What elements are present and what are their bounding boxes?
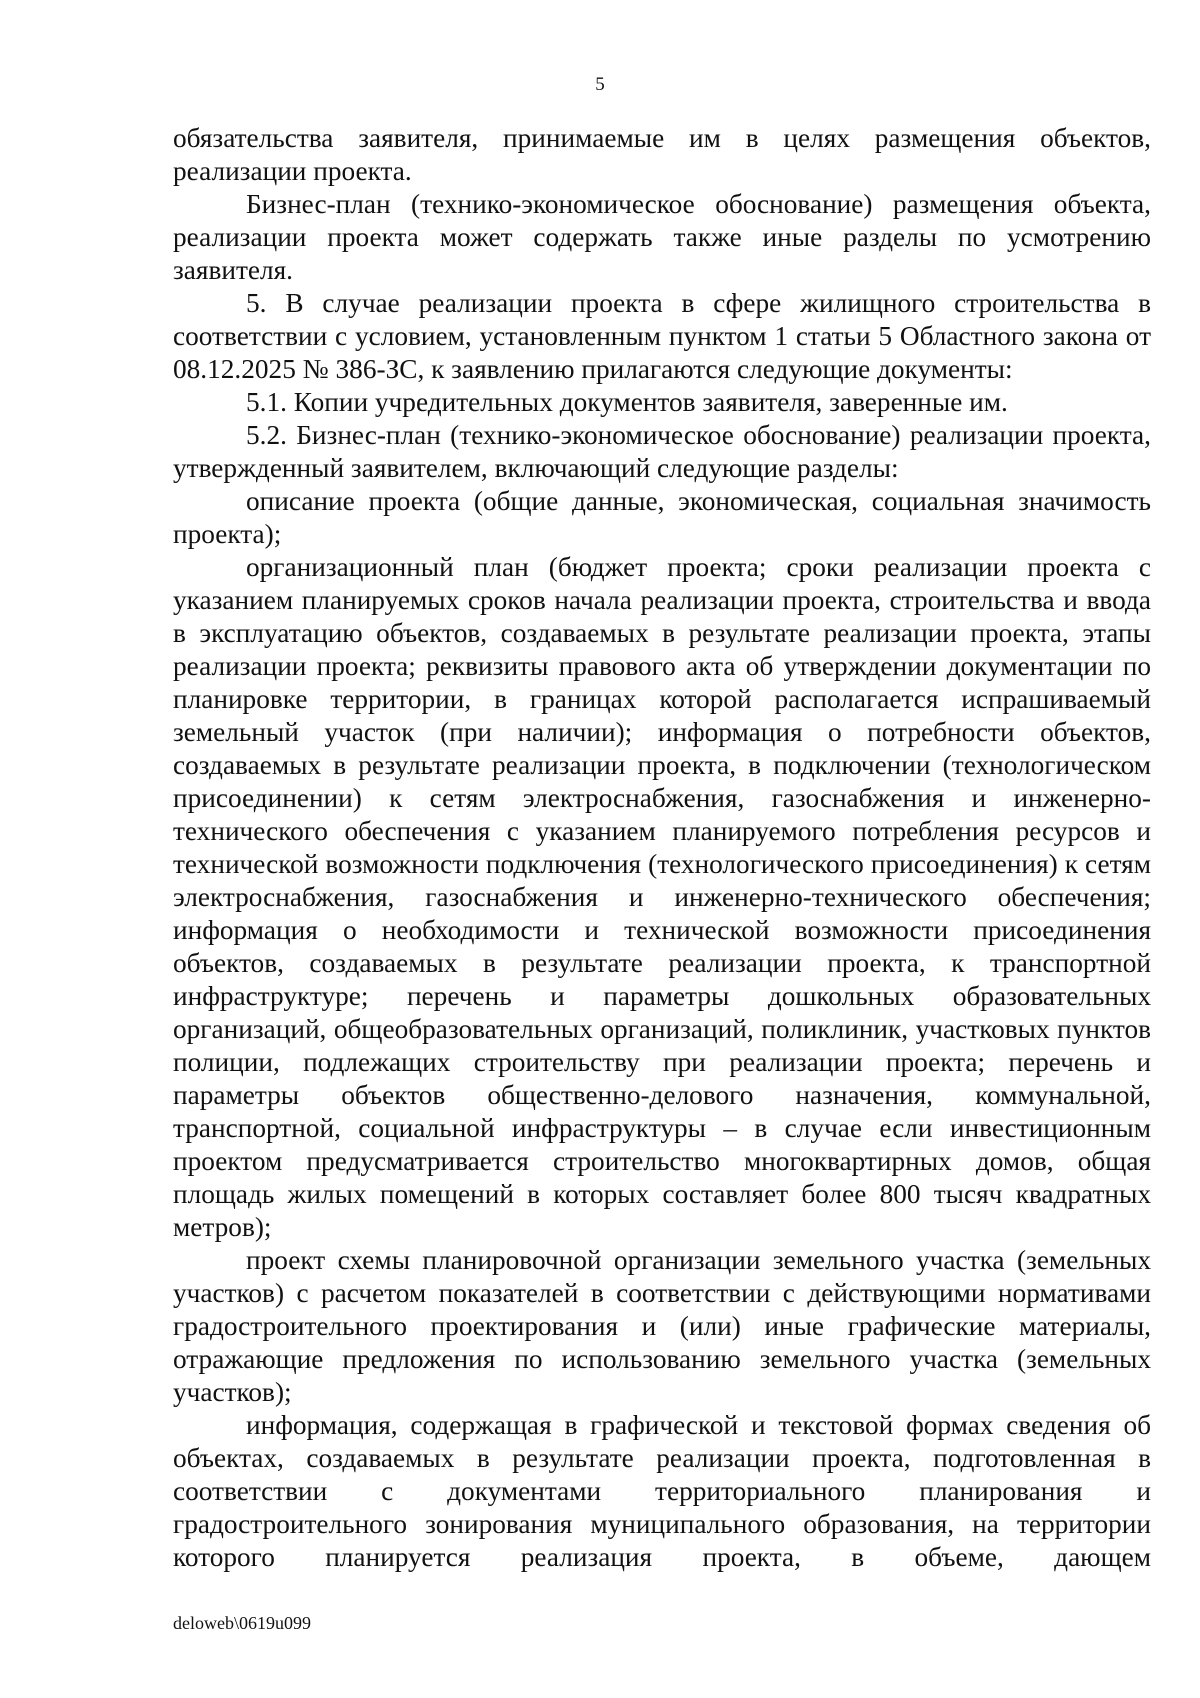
paragraph-item-5: 5. В случае реализации проекта в сфере жилищного строительства в соответствии с условием, установленным пунктом 1 статьи 5 Областного закона от 08.12.2025 № 386-ЗС, к заявлению прилагаются следующие документы: <box>173 288 1151 384</box>
paragraph-project-description: описание проекта (общие данные, экономическая, социальная значимость проекта); <box>173 486 1151 549</box>
paragraph-organizational-plan: организационный план (бюджет проекта; сроки реализации проекта с указанием планируемых сроков начала реализации проекта, строительства и ввода в эксплуатацию объектов, создаваемых в результате реализации проекта, этапы реализации проекта; реквизиты правового акта об утверждении документации по планировке территории, в границах которой располагается испрашиваемый земельный участок (при наличии); информация о потребности объектов, создаваемых в результате реализации проекта, в подключении (технологическом присоединении) к сетям электроснабжения, газоснабжения и инженерно-технического обеспечения с указанием планируемого потребления ресурсов и технической возможности подключения (технологического присоединения) к сетям электроснабжения, газоснабжения и инженерно-технического обеспечения; информация о необходимости и технической возможности присоединения объектов, создаваемых в результате реализации проекта, к транспортной инфраструктуре; перечень и параметры дошкольных образовательных организаций, общеобразовательных организаций, поликлиник, участковых пунктов полиции, подлежащих строительству при реализации проекта; перечень и параметры объектов общественно-делового назначения, коммунальной, транспортной, социальной инфраструктуры – в случае если инвестиционным проектом предусматривается строительство многоквартирных домов, общая площадь жилых помещений в которых составляет более 800 тысяч квадратных метров); <box>173 552 1151 1242</box>
paragraph-planning-scheme: проект схемы планировочной организации земельного участка (земельных участков) с расчетом показателей в соответствии с действующими нормативами градостроительного проектирования и (или) иные графические материалы, отражающие предложения по использованию земельного участка (земельных участков); <box>173 1245 1151 1407</box>
paragraph-continuation: обязательства заявителя, принимаемые им в целях размещения объектов, реализации проекта. <box>173 123 1151 186</box>
paragraph-item-5-2: 5.2. Бизнес-план (технико-экономическое обоснование) реализации проекта, утвержденный заявителем, включающий следующие разделы: <box>173 420 1151 483</box>
document-body <box>173 122 1151 1574</box>
paragraph-item-5-1: 5.1. Копии учредительных документов заявителя, заверенные им. <box>246 387 1008 417</box>
paragraph-business-plan-sections: Бизнес-план (технико-экономическое обоснование) размещения объекта, реализации проекта может содержать также иные разделы по усмотрению заявителя. <box>173 189 1151 285</box>
footer-document-code: deloweb\0619u099 <box>173 1613 311 1633</box>
page-number: 5 <box>595 74 605 95</box>
paragraph-graphic-information: информация, содержащая в графической и текстовой формах сведения об объектах, создаваемых в результате реализации проекта, подготовленная в соответствии с документами территориального планирования и градостроительного зонирования муниципального образования, на территории которого планируется реализация проекта, в объеме, дающем <box>173 1410 1151 1572</box>
